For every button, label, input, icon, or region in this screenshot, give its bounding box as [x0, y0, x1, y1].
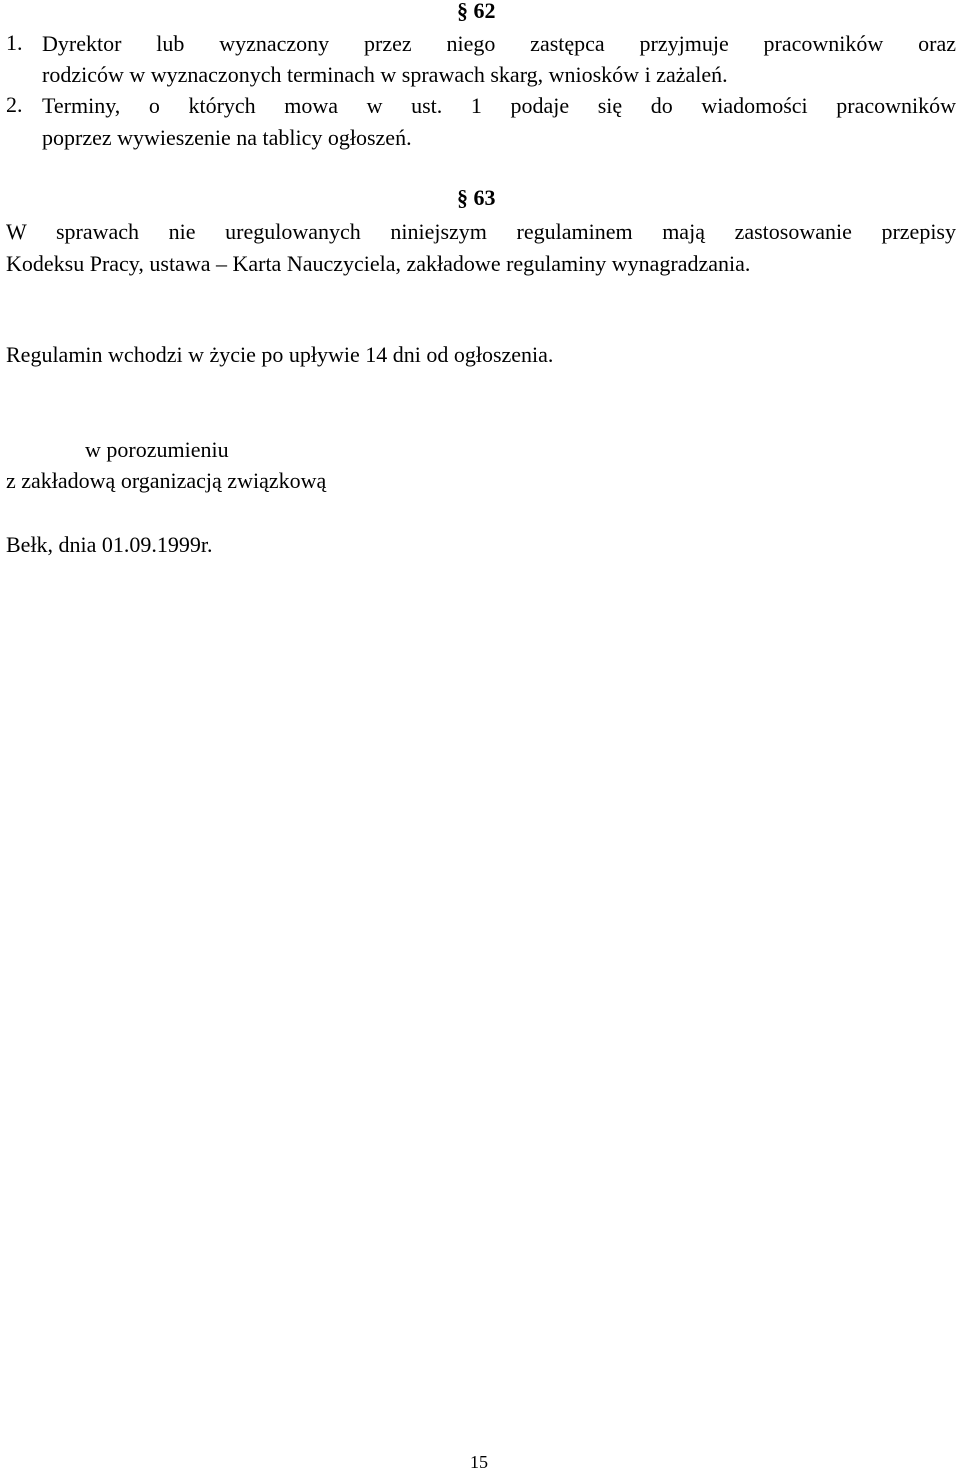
section-63-line-2: Kodeksu Pracy, ustawa – Karta Nauczyciela, zakładowe regulaminy wynagradzania.	[6, 251, 751, 276]
item-number-2: 2.	[6, 92, 23, 117]
closing-statement: Regulamin wchodzi w życie po upływie 14 dni od ogłoszenia.	[6, 342, 554, 367]
section-heading-63: § 63	[457, 185, 496, 210]
agreement-line-1: w porozumieniu	[85, 437, 229, 462]
item-1-line-2: rodziców w wyznaczonych terminach w sprawach skarg, wniosków i zażaleń.	[42, 62, 728, 87]
page-number: 15	[470, 1452, 488, 1472]
item-number-1: 1.	[6, 30, 23, 55]
section-heading-62: § 62	[457, 0, 496, 23]
section-63-line-1: W sprawach nie uregulowanych niniejszym regulaminem mają zastosowanie przepisy	[6, 219, 956, 244]
item-2-line-2: poprzez wywieszenie na tablicy ogłoszeń.	[42, 125, 412, 150]
agreement-line-2: z zakładową organizacją związkową	[6, 468, 327, 493]
place-date: Bełk, dnia 01.09.1999r.	[6, 532, 213, 557]
item-1-line-1: Dyrektor lub wyznaczony przez niego zastępca przyjmuje pracowników oraz	[42, 31, 956, 56]
item-2-line-1: Terminy, o których mowa w ust. 1 podaje się do wiadomości pracowników	[42, 93, 956, 118]
